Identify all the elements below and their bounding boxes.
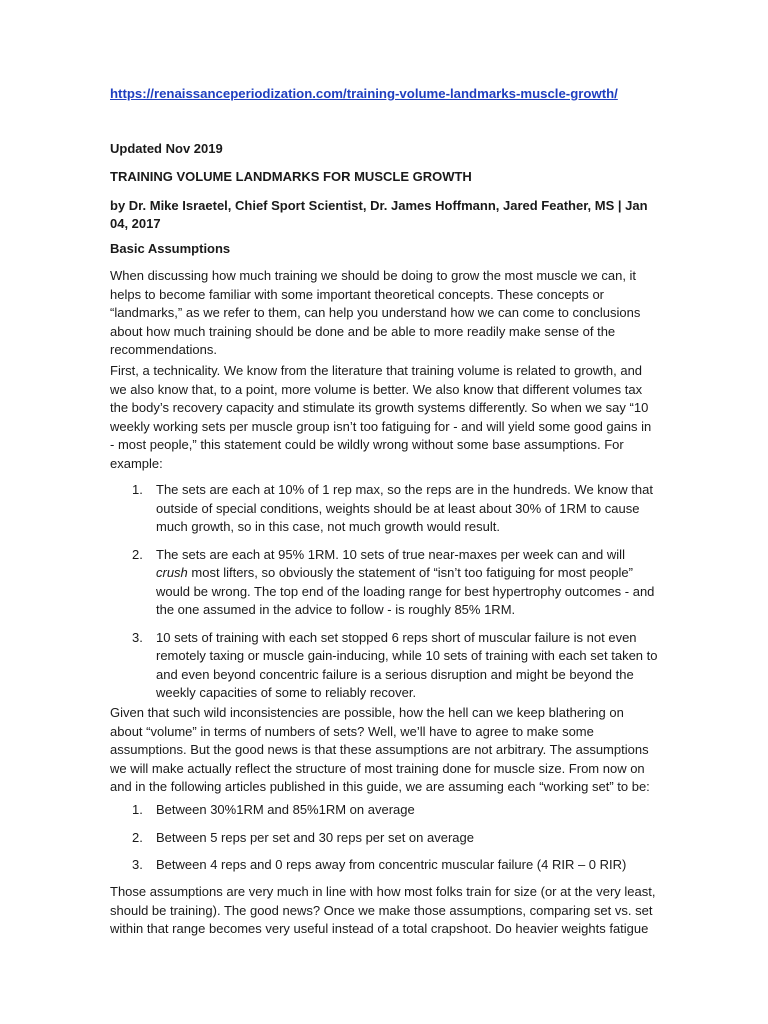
list-item-text: The sets are each at 95% 1RM. 10 sets of true near-maxes per week can and will [156,546,625,562]
section-heading: Basic Assumptions [110,241,231,256]
list-item [110,546,658,620]
list-item-text: Between 30%1RM and 85%1RM on average [156,802,415,817]
example-list [110,481,658,712]
paragraph-assumptions: Given that such wild inconsistencies are possible, how the hell can we keep blathering on about “volume” in terms of numbers of sets? Well, we’ll have to agree to make some assumptions. But the good news is that these assumptions are not arbitrary. The assumptions we will make actually reflect the structure of most training done for muscle size. From now on and in the following articles published in this guide, we are assuming each “working set” to be: [110,705,650,794]
list-item [110,856,658,875]
emphasis-text: crush [156,565,188,580]
list-item [110,801,658,820]
article-title: TRAINING VOLUME LANDMARKS FOR MUSCLE GROWTH [110,169,472,184]
list-number: 1. [132,482,143,497]
list-item-text: 10 sets of training with each set stopped 6 reps short of muscular failure is not even remotely taxing or muscle gain-inducing, while 10 sets of training with each set taken to and even beyond concentric failure is a serious disruption and might be beyond the weekly capacities of some to reliably recover. [156,629,658,700]
assumptions-list [110,801,658,884]
updated-date: Updated Nov 2019 [110,141,223,156]
list-item [110,629,658,703]
paragraph-technicality: First, a technicality. We know from the literature that training volume is related to growth, and we also know that, to a point, more volume is better. We also know that different volumes tax the body’s recovery capacity and stimulate its growth systems differently. So when we say “10 weekly working sets per muscle group isn’t too fatiguing for - and will yield some good gains in - most people,” this statement could be wildly wrong without some base assumptions. For example: [110,363,652,471]
paragraph-conclusion: Those assumptions are very much in line with how most folks train for size (or at the very least, should be training). The good news? Once we make those assumptions, comparing set vs. set within that range becomes very useful instead of a total crapshoot. Do heavier weights fatigue [110,884,656,936]
list-number: 3. [132,629,143,645]
list-number: 2. [132,829,143,845]
list-item-text: most lifters, so obviously the statement of “isn’t too fatiguing for most people” would be wrong. The top end of the loading range for best hypertrophy outcomes - and the one assumed in the advice to follow - is roughly 85% 1RM. [156,565,655,617]
list-item-text: Between 4 reps and 0 reps away from concentric muscular failure (4 RIR – 0 RIR) [156,857,627,872]
author-byline: by Dr. Mike Israetel, Chief Sport Scientist, Dr. James Hoffmann, Jared Feather, MS | Jan 04, 2017 [110,198,648,231]
list-item-text: Between 5 reps per set and 30 reps per set on average [156,829,474,845]
list-number: 1. [132,802,143,817]
list-number: 2. [132,546,143,562]
paragraph-intro: When discussing how much training we should be doing to grow the most muscle we can, it helps to become familiar with some important theoretical concepts. These concepts or “landmarks,” as we refer to them, can help you understand how we can come to conclusions about how much training should be done and be able to more readily make sense of the recommendations. [110,268,641,357]
list-item-text: The sets are each at 10% of 1 rep max, so the reps are in the hundreds. We know that outside of special conditions, weights should be at least about 30% of 1RM to cause much growth, so in this case, not much growth would result. [156,482,653,534]
list-item [110,829,658,848]
list-number: 3. [132,857,143,872]
list-item [110,481,658,537]
source-url-link[interactable]: https://renaissanceperiodization.com/training-volume-landmarks-muscle-growth/ [110,86,618,101]
